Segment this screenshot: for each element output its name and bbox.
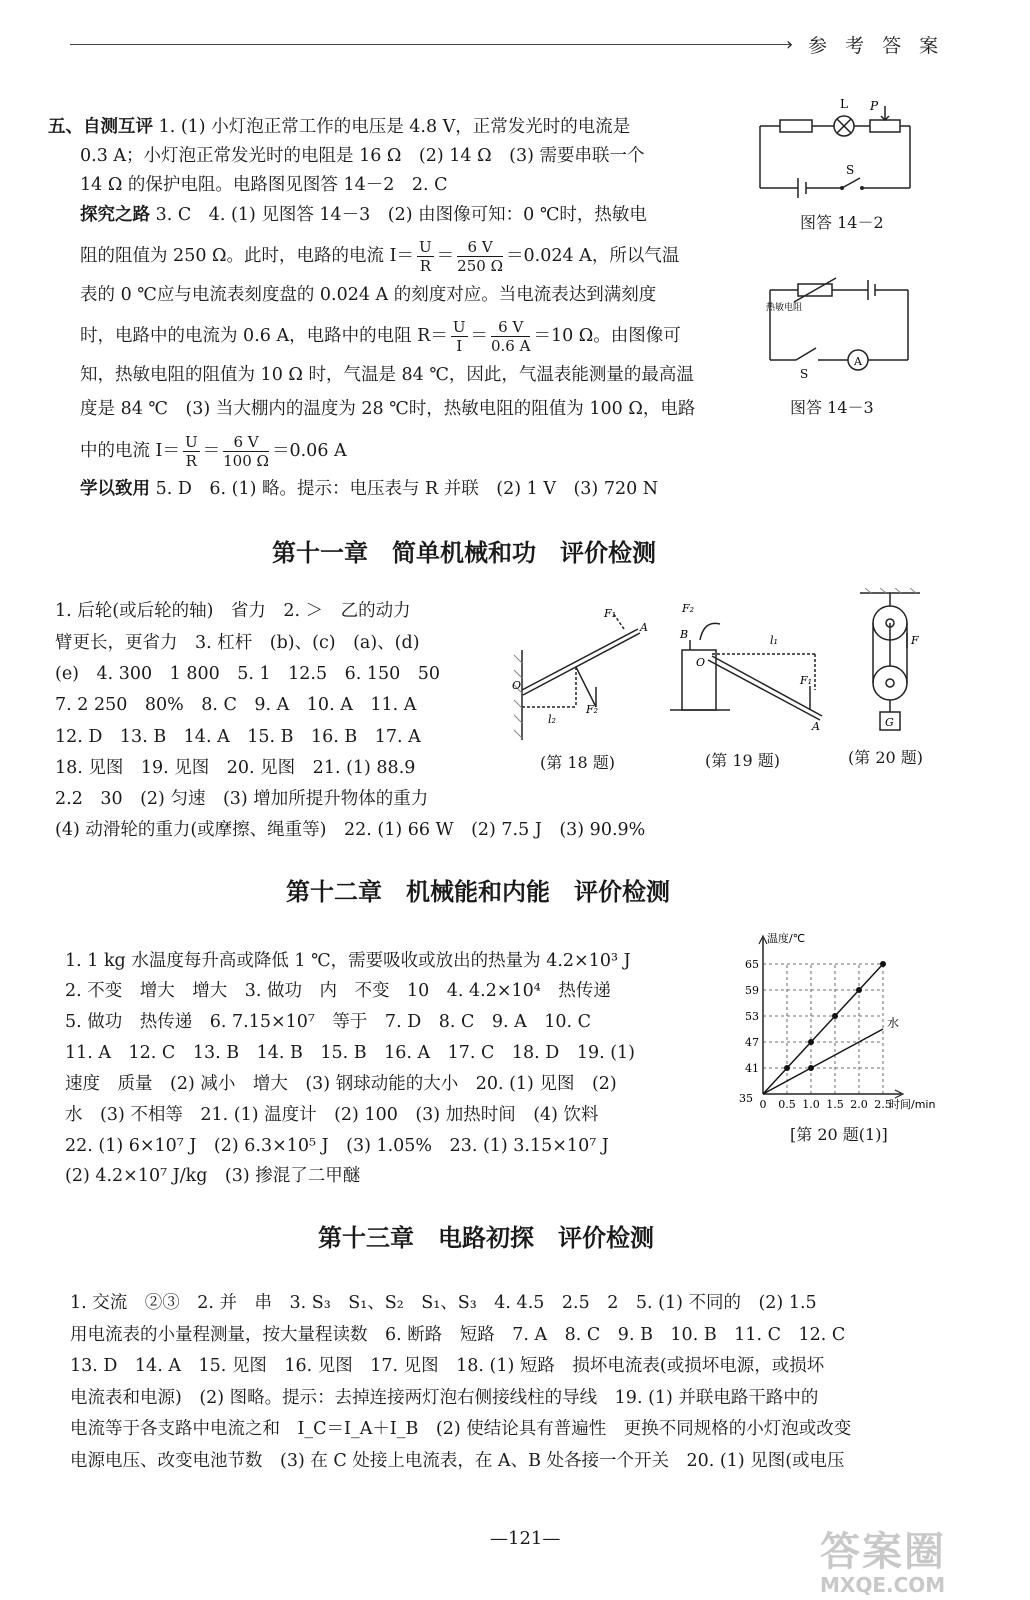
- header-rule: [70, 44, 790, 45]
- chapter-12-title: 第十二章 机械能和内能 评价检测: [286, 878, 670, 906]
- svg-text:A: A: [640, 621, 648, 634]
- ch13-line-6: 电源电压、改变电池节数 (3) 在 C 处接上电流表，在 A、B 处各接一个开关 20. (1) 见图(或电压: [70, 1451, 845, 1471]
- series-line: [763, 1029, 883, 1094]
- x-tick-label: 0.5: [778, 1098, 796, 1111]
- data-point: [784, 1065, 790, 1071]
- ch12-line-8: (2) 4.2×10⁷ J/kg (3) 掺混了二甲醚: [65, 1166, 361, 1186]
- sec5-line-10: 中的电流 I＝ $\frac{U}{R}$ ＝ $\frac{6 V}{100 \Omega}$ ＝0.06 A: [80, 433, 347, 470]
- svg-text:A: A: [812, 720, 820, 733]
- pulley-diagram-20: [845, 588, 935, 738]
- lever-diagram-18: [510, 605, 680, 745]
- svg-text:S: S: [800, 367, 809, 381]
- ch11-line-2: 臂更长，更省力 3. 杠杆 (b)、(c) (a)、(d): [55, 633, 420, 653]
- page-number: —121—: [490, 1528, 561, 1549]
- y-axis-label: 温度/℃: [767, 932, 806, 945]
- ch12-line-2: 2. 不变 增大 增大 3. 做功 内 不变 10 4. 4.2×10⁴ 热传递: [65, 981, 611, 1001]
- chart-caption: [第 20 题(1)]: [790, 1125, 888, 1144]
- series-label: 水: [887, 1016, 900, 1030]
- svg-text:F₁: F₁: [604, 607, 617, 620]
- sec5-line-8: 知，热敏电阻的阻值为 10 Ω 时，气温是 84 ℃，因此，气温表能测量的最高温: [80, 365, 694, 385]
- fraction: $\frac{U}{R}$: [184, 433, 198, 470]
- fig-18-caption: (第 18 题): [540, 753, 616, 772]
- fraction: $\frac{U}{I}$: [452, 318, 466, 355]
- circuit-diagram-14-2: [750, 96, 920, 206]
- header-arrow-icon: ›: [786, 34, 794, 55]
- svg-text:B: B: [680, 628, 689, 641]
- ch13-line-5: 电流等于各支路中电流之和 I_C＝I_A＋I_B (2) 使结论具有普遍性 更换不同规格的小灯泡或改变: [70, 1419, 852, 1439]
- sec5-line-4: 探究之路 3. C 4. (1) 见图答 14－3 (2) 由图像可知：0 ℃时，热敏电: [80, 205, 647, 225]
- x-tick-label: 1.5: [826, 1098, 844, 1111]
- svg-text:A: A: [854, 355, 862, 368]
- data-point: [856, 987, 862, 993]
- svg-text:l₂: l₂: [548, 713, 556, 726]
- svg-text:F: F: [911, 634, 919, 647]
- sec5-line-7: 时，电路中的电流为 0.6 A，电路中的电阻 R＝ $\frac{U}{I}$ ＝ $\frac{6 V}{0.6 A}$ ＝10 Ω。由图像可: [80, 318, 681, 355]
- origin-label: 35: [739, 1092, 753, 1105]
- y-tick-label: 53: [745, 1010, 759, 1023]
- ch13-line-4: 电流表和电源) (2) 图略。提示：去掉连接两灯泡右侧接线柱的导线 19. (1) 并联电路干路中的: [70, 1388, 819, 1408]
- svg-text:热敏电阻: 热敏电阻: [766, 303, 803, 313]
- fraction: $\frac{6 V}{100 \Omega}$: [223, 433, 269, 470]
- sec5-line-6: 表的 0 ℃应与电流表刻度盘的 0.024 A 的刻度对应。当电流表达到满刻度: [80, 285, 657, 305]
- ch12-line-3: 5. 做功 热传递 6. 7.15×10⁷ 等于 7. D 8. C 9. A 10. C: [65, 1012, 592, 1032]
- data-point: [880, 961, 886, 967]
- svg-text:O: O: [512, 679, 522, 692]
- chapter-11-title: 第十一章 简单机械和功 评价检测: [272, 539, 656, 567]
- x-tick-label: 1.0: [802, 1098, 820, 1111]
- ch11-line-4: 7. 2 250 80% 8. C 9. A 10. A 11. A: [55, 695, 417, 715]
- ch11-line-6: 18. 见图 19. 见图 20. 见图 21. (1) 88.9: [55, 758, 416, 778]
- ch11-line-5: 12. D 13. B 14. A 15. B 16. B 17. A: [55, 727, 421, 747]
- ch12-line-6: 水 (3) 不相等 21. (1) 温度计 (2) 100 (3) 加热时间 (4) 饮料: [65, 1105, 599, 1125]
- fig-19-caption: (第 19 题): [705, 751, 781, 770]
- svg-text:P: P: [870, 99, 879, 113]
- ch11-line-3: (e) 4. 300 1 800 5. 1 12.5 6. 150 50: [55, 664, 441, 684]
- ch13-line-3: 13. D 14. A 15. 见图 16. 见图 17. 见图 18. (1) 短路 损坏电流表(或损坏电源，或损坏: [70, 1356, 825, 1376]
- watermark-logo: 答案圈 MXQE.COM: [820, 1529, 946, 1597]
- sec5-line-11: 学以致用 5. D 6. (1) 略。提示：电压表与 R 并联 (2) 1 V (3) 720 N: [80, 479, 659, 499]
- fraction: $\frac{6 V}{0.6 A}$: [491, 318, 531, 355]
- ch11-line-7: 2.2 30 (2) 匀速 (3) 增加所提升物体的重力: [55, 789, 429, 809]
- y-tick-label: 65: [745, 958, 759, 971]
- data-point: [808, 1065, 814, 1071]
- ch13-line-1: 1. 交流 ②③ 2. 并 串 3. S₃ S₁、S₂ S₁、S₃ 4. 4.5 2.5 2 5. (1) 不同的 (2) 1.5: [70, 1293, 817, 1313]
- ch12-line-5: 速度 质量 (2) 减小 增大 (3) 钢球动能的大小 20. (1) 见图 (2): [65, 1074, 617, 1094]
- sec5-line-1: 五、自测互评 1. (1) 小灯泡正常工作的电压是 4.8 V，正常发光时的电流是: [48, 117, 631, 137]
- data-point: [808, 1039, 814, 1045]
- sec5-line-9: 度是 84 ℃ (3) 当大棚内的温度为 28 ℃时，热敏电阻的阻值为 100 Ω，电路: [80, 399, 696, 419]
- fig-14-2-caption: 图答 14－2: [800, 213, 884, 232]
- ch11-line-8: (4) 动滑轮的重力(或摩擦、绳重等) 22. (1) 66 W (2) 7.5 J (3) 90.9%: [55, 820, 646, 840]
- sec5-label: 五、自测互评: [48, 117, 153, 137]
- ch12-line-7: 22. (1) 6×10⁷ J (2) 6.3×10⁵ J (3) 1.05% 23. (1) 3.15×10⁷ J: [65, 1136, 609, 1156]
- x-tick-label: 2.0: [850, 1098, 868, 1111]
- fig-20-caption: (第 20 题): [848, 748, 924, 767]
- chapter-13-title: 第十三章 电路初探 评价检测: [318, 1224, 654, 1252]
- data-point: [832, 1013, 838, 1019]
- fraction: $\frac{6 V}{250 \Omega}$: [457, 238, 504, 275]
- fig-14-3-caption: 图答 14－3: [790, 398, 874, 417]
- y-tick-label: 41: [745, 1062, 759, 1075]
- ch13-line-2: 用电流表的小量程测量，按大量程读数 6. 断路 短路 7. A 8. C 9. B 10. B 11. C 12. C: [70, 1325, 846, 1345]
- svg-text:F₂: F₂: [682, 602, 695, 615]
- ch11-line-1: 1. 后轮(或后轮的轴) 省力 2. ＞ 乙的动力: [55, 601, 411, 621]
- sec5-line-5: 阻的阻值为 250 Ω。此时，电路的电流 I＝ $\frac{U}{R}$ ＝ $\frac{6 V}{250 \Omega}$ ＝0.024 A，所以气温: [80, 238, 680, 275]
- ch12-line-4: 11. A 12. C 13. B 14. B 15. B 16. A 17. C 18. D 19. (1): [65, 1043, 635, 1063]
- header-title: 参 考 答 案: [808, 35, 945, 57]
- ch12-line-1: 1. 1 kg 水温度每升高或降低 1 ℃，需要吸收或放出的热量为 4.2×10³ J: [65, 951, 631, 971]
- y-tick-label: 47: [745, 1036, 759, 1049]
- temperature-time-chart: [735, 928, 957, 1118]
- circuit-diagram-14-3: [760, 268, 920, 388]
- svg-text:G: G: [885, 716, 894, 729]
- x-tick-label: 2.5: [874, 1098, 892, 1111]
- x-tick-label: 0: [759, 1098, 767, 1111]
- x-axis-label: 时间/min: [889, 1098, 936, 1111]
- y-tick-label: 59: [745, 984, 759, 997]
- svg-text:O: O: [696, 656, 706, 669]
- sec5-line-3: 14 Ω 的保护电阻。电路图见图答 14－2 2. C: [80, 175, 448, 195]
- svg-text:L: L: [840, 97, 848, 111]
- series-line: [763, 964, 883, 1094]
- fraction: $\frac{U}{R}$: [419, 238, 432, 275]
- svg-text:F₂: F₂: [586, 703, 599, 716]
- svg-text:F₁: F₁: [800, 674, 813, 687]
- svg-text:S: S: [846, 163, 855, 177]
- svg-text:l₁: l₁: [770, 634, 778, 647]
- pump-lever-diagram-19: [660, 600, 830, 740]
- sec5-line-2: 0.3 A；小灯泡正常发光时的电阻是 16 Ω (2) 14 Ω (3) 需要串联一个: [80, 146, 645, 166]
